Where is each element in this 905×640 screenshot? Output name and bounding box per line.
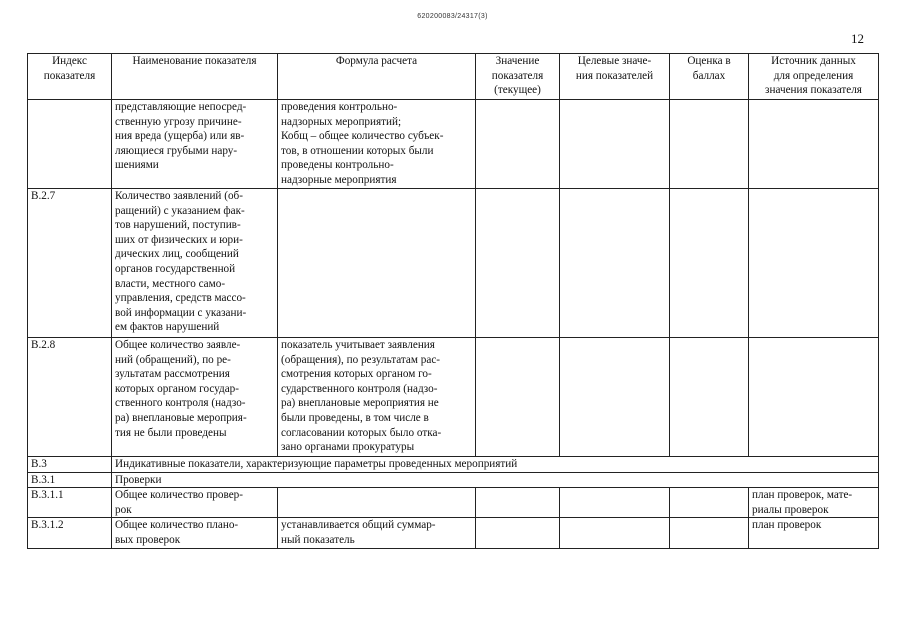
cell-current-value	[476, 189, 560, 338]
cell-index: В.3.1.2	[28, 518, 112, 548]
cell-data-source	[749, 189, 879, 338]
cell-index: В.2.8	[28, 338, 112, 457]
cell-name: Общее количество плано- вых проверок	[112, 518, 278, 548]
cell-target-values	[560, 518, 670, 548]
cell-data-source: план проверок	[749, 518, 879, 548]
cell-formula	[278, 189, 476, 338]
cell-score	[670, 518, 749, 548]
cell-current-value	[476, 518, 560, 548]
cell-name: Количество заявлений (об- ращений) с указанием фак- тов нарушений, поступив- ших от физических и юри- дических лиц, сообщений органов государственной власти, местного само- управления, средств массо- вой информации с указани- ем фактов нарушений	[112, 189, 278, 338]
page-number: 12	[851, 31, 864, 46]
cell-score	[670, 100, 749, 189]
cell-formula: показатель учитывает заявления (обращения), по результатам рас- смотрения которых органом го- сударственного контроля (надзо- ра) внеплановые мероприятия не были проведены, в том числе в согласовании которых было отка- зано органами прокуратуры	[278, 338, 476, 457]
col-header-score: Оценка в баллах	[670, 54, 749, 100]
col-header-name: Наименование показателя	[112, 54, 278, 100]
table-header-row	[28, 54, 879, 100]
col-header-current-value: Значение показателя (текущее)	[476, 54, 560, 100]
document-id: 620200083/24317(3)	[417, 13, 488, 20]
col-header-target-values: Целевые значе- ния показателей	[560, 54, 670, 100]
cell-index	[28, 100, 112, 189]
cell-formula: устанавливается общий суммар- ный показатель	[278, 518, 476, 548]
indicators-table	[27, 53, 879, 549]
cell-name: Общее количество провер- рок	[112, 488, 278, 518]
table-row	[28, 100, 879, 189]
cell-target-values	[560, 488, 670, 518]
cell-data-source: план проверок, мате- риалы проверок	[749, 488, 879, 518]
table-row	[28, 488, 879, 518]
col-header-formula: Формула расчета	[278, 54, 476, 100]
section-title: Проверки	[112, 472, 879, 488]
cell-index: В.3	[28, 457, 112, 473]
cell-name: представляющие непосред- ственную угрозу причине- ния вреда (ущерба) или яв- ляющиеся грубыми нару- шениями	[112, 100, 278, 189]
cell-target-values	[560, 338, 670, 457]
cell-index: В.3.1	[28, 472, 112, 488]
cell-formula	[278, 488, 476, 518]
cell-name: Общее количество заявле- ний (обращений), по ре- зультатам рассмотрения которых органом государ- ственного контроля (надзо- ра) внеплановые мероприя- тия не были проведены	[112, 338, 278, 457]
cell-data-source	[749, 100, 879, 189]
cell-formula: проведения контрольно- надзорных мероприятий; Кобщ – общее количество субъек- тов, в отношении которых были проведены контрольно- надзорные мероприятия	[278, 100, 476, 189]
cell-index: В.3.1.1	[28, 488, 112, 518]
cell-score	[670, 488, 749, 518]
section-row	[28, 472, 879, 488]
cell-current-value	[476, 100, 560, 189]
cell-data-source	[749, 338, 879, 457]
cell-current-value	[476, 488, 560, 518]
cell-score	[670, 189, 749, 338]
section-title: Индикативные показатели, характеризующие параметры проведенных мероприятий	[112, 457, 879, 473]
table-row	[28, 189, 879, 338]
table-row	[28, 338, 879, 457]
cell-index: В.2.7	[28, 189, 112, 338]
col-header-data-source: Источник данных для определения значения показателя	[749, 54, 879, 100]
table-row	[28, 518, 879, 548]
cell-score	[670, 338, 749, 457]
cell-current-value	[476, 338, 560, 457]
col-header-index: Индекс показателя	[28, 54, 112, 100]
cell-target-values	[560, 189, 670, 338]
cell-target-values	[560, 100, 670, 189]
section-row	[28, 457, 879, 473]
